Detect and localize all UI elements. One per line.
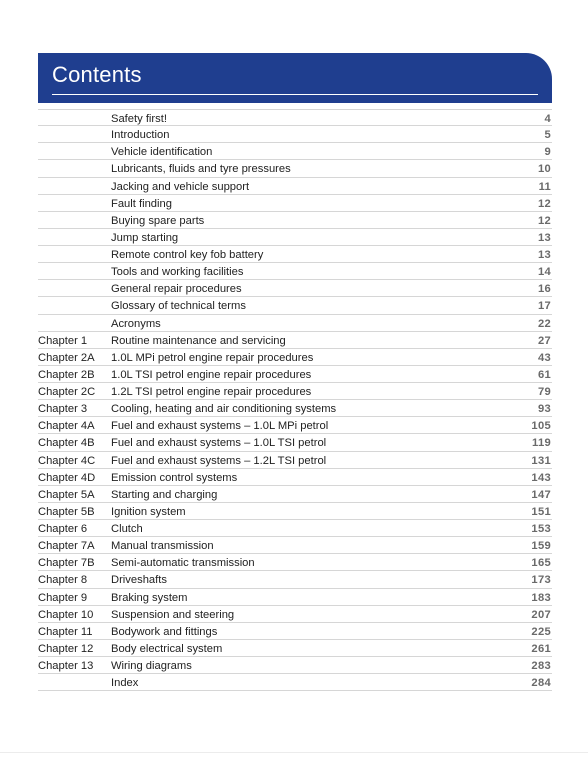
toc-page-number: 105 bbox=[531, 420, 551, 433]
toc-row[interactable] bbox=[38, 315, 552, 332]
toc-chapter-number: Chapter 2A bbox=[38, 351, 95, 364]
toc-row[interactable] bbox=[38, 126, 552, 143]
toc-chapter-number: Chapter 4D bbox=[38, 471, 96, 484]
toc-entry-title[interactable]: Driveshafts bbox=[111, 574, 167, 587]
toc-chapter-row[interactable] bbox=[38, 417, 552, 434]
toc-entry-title[interactable]: Tools and working facilities bbox=[111, 266, 244, 279]
toc-entry-title[interactable]: Emission control systems bbox=[111, 471, 238, 484]
toc-page-number: 159 bbox=[531, 540, 551, 553]
toc-page-number: 4 bbox=[544, 113, 551, 125]
toc-chapter-row[interactable] bbox=[38, 640, 552, 657]
toc-entry-title[interactable]: Braking system bbox=[111, 591, 188, 604]
toc-chapter-number: Chapter 13 bbox=[38, 660, 94, 672]
toc-entry-title[interactable]: Manual transmission bbox=[111, 540, 214, 553]
toc-page-number: 183 bbox=[531, 591, 551, 604]
toc-page-number: 261 bbox=[531, 642, 551, 655]
toc-chapter-row[interactable] bbox=[38, 503, 552, 520]
toc-entry-title[interactable]: Semi-automatic transmission bbox=[111, 557, 255, 570]
toc-page-number: 22 bbox=[537, 317, 551, 330]
toc-entry-title[interactable]: Cooling, heating and air conditioning systems bbox=[111, 403, 337, 416]
toc-chapter-row[interactable] bbox=[38, 332, 552, 349]
toc-entry-title[interactable]: 1.0L MPi petrol engine repair procedures bbox=[111, 351, 314, 364]
toc-entry-title[interactable]: Jacking and vehicle support bbox=[111, 180, 250, 193]
toc-entry-title[interactable]: Clutch bbox=[111, 523, 143, 535]
toc-page-number: 79 bbox=[537, 386, 551, 398]
toc-page-number: 13 bbox=[537, 249, 551, 261]
toc-chapter-number: Chapter 2B bbox=[38, 368, 95, 381]
toc-chapter-number: Chapter 12 bbox=[38, 642, 94, 655]
toc-entry-title[interactable]: Lubricants, fluids and tyre pressures bbox=[111, 163, 291, 176]
toc-page-number: 283 bbox=[531, 660, 551, 672]
toc-chapter-row[interactable] bbox=[38, 349, 552, 366]
toc-page-number: 61 bbox=[537, 368, 551, 381]
toc-entry-title[interactable]: Body electrical system bbox=[111, 642, 223, 655]
toc-entry-title[interactable]: 1.0L TSI petrol engine repair procedures bbox=[111, 368, 312, 381]
toc-entry-title[interactable]: Introduction bbox=[111, 129, 170, 142]
toc-row[interactable] bbox=[38, 195, 552, 212]
toc-entry-title[interactable]: Fuel and exhaust systems – 1.2L TSI petrol bbox=[111, 454, 327, 467]
toc-page-number: 12 bbox=[537, 197, 551, 210]
contents-header bbox=[38, 53, 552, 103]
toc-chapter-row[interactable] bbox=[38, 571, 552, 588]
toc-entry-title[interactable]: Wiring diagrams bbox=[111, 660, 192, 672]
toc-entry-title[interactable]: Fuel and exhaust systems – 1.0L TSI petrol bbox=[111, 437, 327, 450]
toc-chapter-row[interactable] bbox=[38, 452, 552, 469]
page-title: Contents bbox=[52, 62, 142, 87]
toc-chapter-number: Chapter 4B bbox=[38, 437, 95, 450]
toc-entry-title[interactable]: Starting and charging bbox=[111, 488, 218, 501]
toc-chapter-number: Chapter 9 bbox=[38, 591, 88, 604]
toc-page-number: 9 bbox=[544, 146, 551, 159]
toc-entry-title[interactable]: Remote control key fob battery bbox=[111, 249, 264, 261]
toc-row[interactable] bbox=[38, 212, 552, 229]
toc-chapter-row[interactable] bbox=[38, 366, 552, 383]
toc-page-number: 11 bbox=[538, 180, 551, 193]
toc-page-number: 225 bbox=[531, 625, 551, 638]
toc-row[interactable] bbox=[38, 246, 552, 263]
toc-page-number: 12 bbox=[537, 214, 551, 227]
toc-chapter-row[interactable] bbox=[38, 400, 552, 417]
toc-row[interactable] bbox=[38, 280, 552, 297]
toc-row[interactable] bbox=[38, 109, 552, 126]
toc-page-number: 151 bbox=[531, 505, 551, 518]
toc-chapter-number: Chapter 8 bbox=[38, 574, 88, 587]
toc-row[interactable] bbox=[38, 297, 552, 314]
toc-entry-title[interactable]: Index bbox=[111, 677, 139, 690]
toc-entry-title[interactable]: Bodywork and fittings bbox=[111, 625, 218, 638]
page-bottom-divider bbox=[0, 752, 588, 753]
toc-chapter-number: Chapter 1 bbox=[38, 334, 88, 347]
toc-chapter-row[interactable] bbox=[38, 520, 552, 537]
toc-row[interactable] bbox=[38, 229, 552, 246]
toc-page-number: 43 bbox=[537, 351, 551, 364]
toc-chapter-row[interactable] bbox=[38, 383, 552, 400]
toc-entry-title[interactable]: Routine maintenance and servicing bbox=[111, 334, 286, 347]
toc-page-number: 153 bbox=[531, 523, 551, 535]
toc-page-number: 284 bbox=[531, 677, 551, 690]
toc-page-number: 14 bbox=[537, 266, 551, 279]
toc-page-number: 131 bbox=[531, 454, 551, 467]
header-divider bbox=[52, 94, 538, 95]
toc-chapter-row[interactable] bbox=[38, 469, 552, 486]
toc-page-number: 17 bbox=[537, 300, 551, 313]
toc-entry-title[interactable]: Suspension and steering bbox=[111, 608, 235, 621]
toc-entry-title[interactable]: Glossary of technical terms bbox=[111, 300, 246, 313]
toc-chapter-number: Chapter 2C bbox=[38, 386, 96, 398]
toc-page-number: 207 bbox=[531, 608, 551, 621]
toc-chapter-row[interactable] bbox=[38, 589, 552, 606]
toc-chapter-number: Chapter 4A bbox=[38, 420, 95, 433]
table-of-contents bbox=[38, 109, 552, 691]
toc-entry-title[interactable]: Acronyms bbox=[111, 317, 161, 330]
toc-page-number: 16 bbox=[537, 283, 551, 296]
toc-row[interactable] bbox=[38, 674, 552, 691]
toc-chapter-row[interactable] bbox=[38, 657, 552, 674]
toc-page-number: 147 bbox=[531, 488, 551, 501]
toc-entry-title[interactable]: Jump starting bbox=[111, 231, 179, 244]
toc-chapter-number: Chapter 6 bbox=[38, 523, 88, 535]
toc-row[interactable] bbox=[38, 143, 552, 160]
toc-chapter-row[interactable] bbox=[38, 554, 552, 571]
toc-page-number: 165 bbox=[531, 557, 551, 570]
toc-chapter-number: Chapter 3 bbox=[38, 403, 88, 416]
toc-chapter-number: Chapter 11 bbox=[38, 625, 93, 638]
toc-chapter-number: Chapter 10 bbox=[38, 608, 94, 621]
toc-chapter-number: Chapter 4C bbox=[38, 454, 96, 467]
toc-chapter-row[interactable] bbox=[38, 486, 552, 503]
toc-chapter-row[interactable] bbox=[38, 606, 552, 623]
toc-row[interactable] bbox=[38, 178, 552, 195]
toc-entry-title[interactable]: Ignition system bbox=[111, 505, 186, 518]
toc-page-number: 93 bbox=[537, 403, 551, 416]
toc-entry-title[interactable]: Vehicle identification bbox=[111, 146, 213, 159]
toc-entry-title[interactable]: Fault finding bbox=[111, 197, 172, 210]
toc-page-number: 143 bbox=[531, 471, 551, 484]
toc-page-number: 5 bbox=[544, 129, 551, 142]
toc-chapter-row[interactable] bbox=[38, 537, 552, 554]
toc-page-number: 27 bbox=[537, 334, 551, 347]
toc-row[interactable] bbox=[38, 160, 552, 177]
toc-chapter-row[interactable] bbox=[38, 623, 552, 640]
toc-entry-title[interactable]: Safety first! bbox=[111, 113, 167, 125]
toc-entry-title[interactable]: Buying spare parts bbox=[111, 214, 205, 227]
toc-row[interactable] bbox=[38, 263, 552, 280]
toc-chapter-number: Chapter 7A bbox=[38, 540, 95, 553]
toc-chapter-row[interactable] bbox=[38, 434, 552, 451]
toc-page-number: 119 bbox=[532, 437, 551, 450]
toc-page-number: 10 bbox=[537, 163, 551, 176]
toc-chapter-number: Chapter 5A bbox=[38, 488, 95, 501]
toc-chapter-number: Chapter 7B bbox=[38, 557, 95, 570]
toc-entry-title[interactable]: Fuel and exhaust systems – 1.0L MPi petrol bbox=[111, 420, 329, 433]
toc-page-number: 173 bbox=[531, 574, 551, 587]
toc-page-number: 13 bbox=[537, 231, 551, 244]
toc-chapter-number: Chapter 5B bbox=[38, 505, 95, 518]
toc-entry-title[interactable]: General repair procedures bbox=[111, 283, 242, 296]
toc-entry-title[interactable]: 1.2L TSI petrol engine repair procedures bbox=[111, 386, 312, 398]
